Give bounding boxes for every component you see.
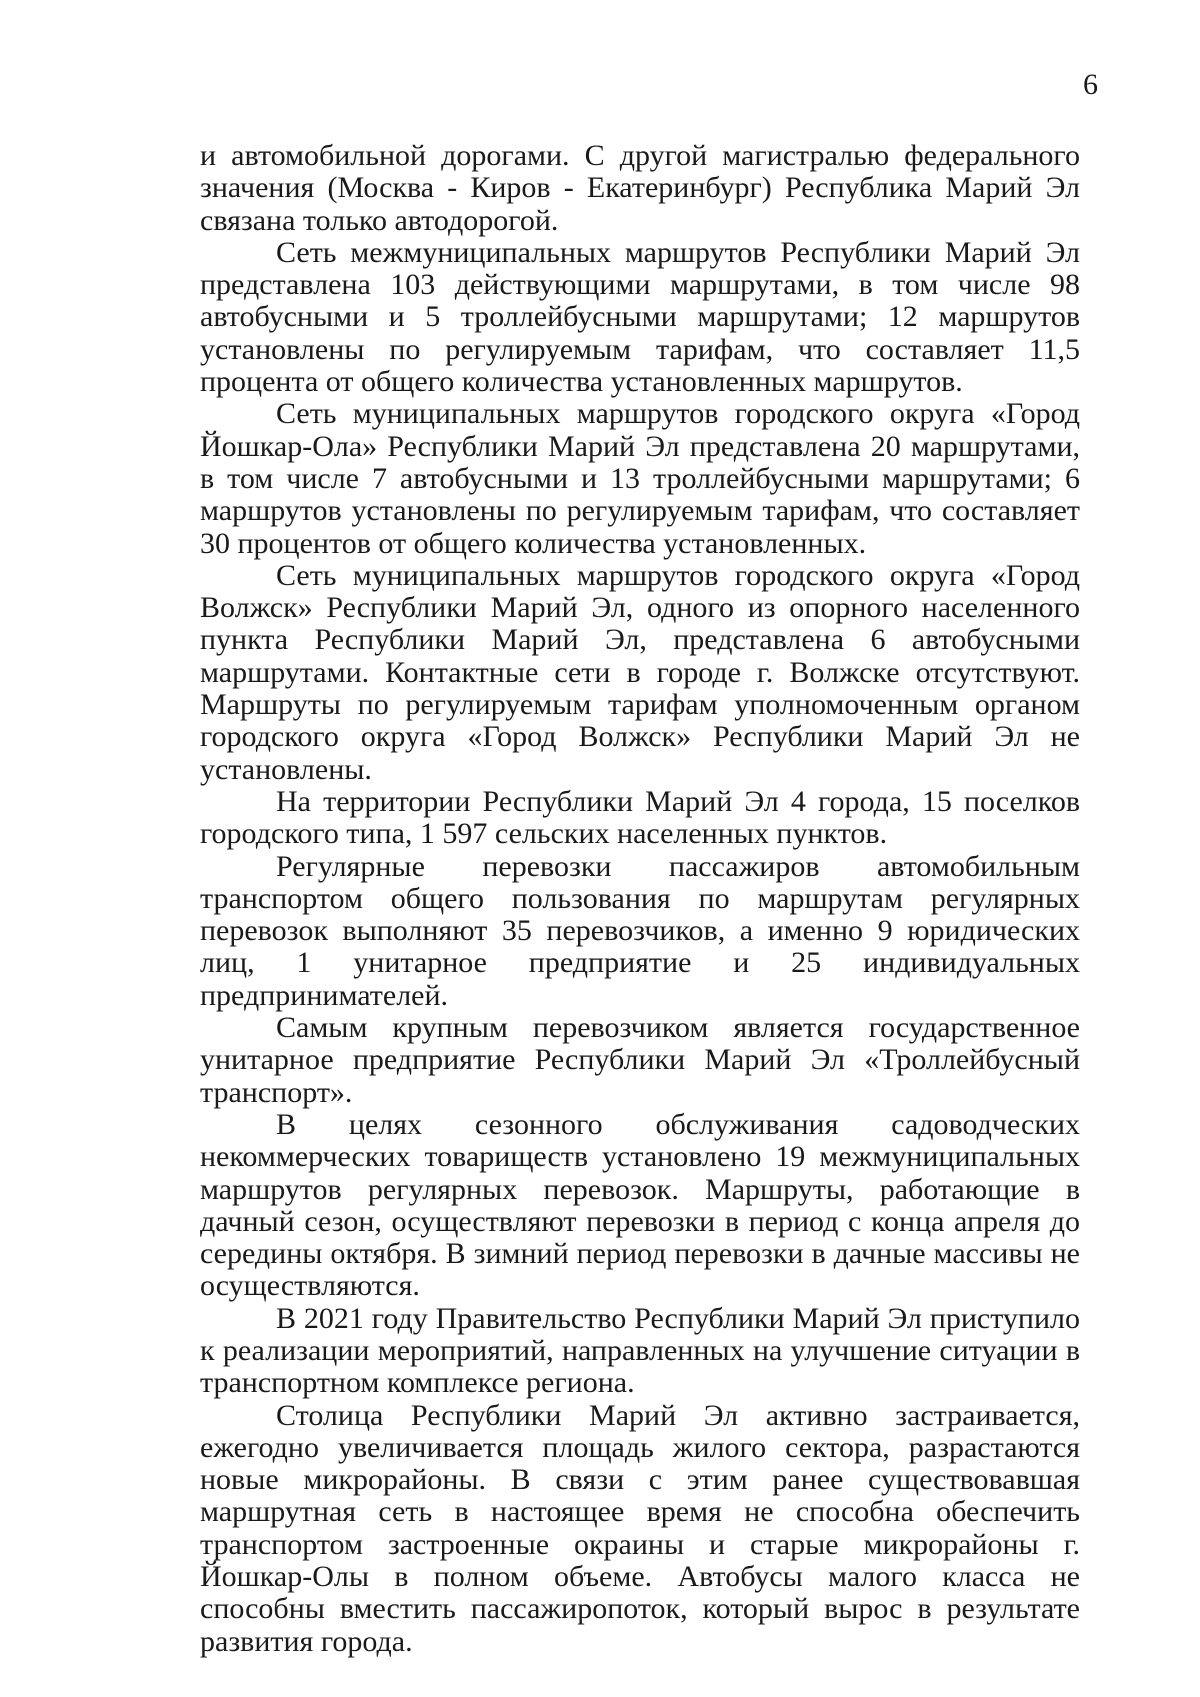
paragraph-volzhsk-routes: Сеть муниципальных маршрутов городского округа «Город Волжск» Республики Марий Эл, одного из опорного населенного пункта Республики Марий Эл, представлена 6 автобусными маршрутами. Контактные сети в городе г. Волжске отсутствуют. Маршруты по регулируемым тарифам уполномоченным органом городского округа «Город Волжск» Республики Марий Эл не установлены. <box>200 558 1080 786</box>
paragraph-settlements: На территории Республики Марий Эл 4 города, 15 поселков городского типа, 1 597 сельских населенных пунктов. <box>200 784 1080 851</box>
page-number: 6 <box>1083 68 1098 101</box>
paragraph-government-2021: В 2021 году Правительство Республики Марий Эл приступило к реализации мероприятий, направленных на улучшение ситуации в транспортном комплексе региона. <box>200 1301 1080 1400</box>
paragraph-largest-carrier: Самым крупным перевозчиком является государственное унитарное предприятие Республики Марий Эл «Троллейбусный транспорт». <box>200 1011 1080 1109</box>
paragraph-capital-growth: Столица Республики Марий Эл активно застраивается, ежегодно увеличивается площадь жилого сектора, разрастаются новые микрорайоны. В связи с этим ранее существовавшая маршрутная сеть в настоящее время не способна обеспечить транспортом застроенные окраины и старые микрорайоны г. Йошкар-Олы в полном объеме. Автобусы малого класса не способны вместить пассажиропоток, который вырос в результате развития города. <box>200 1398 1080 1658</box>
paragraph-seasonal-routes: В целях сезонного обслуживания садоводческих некоммерческих товариществ установлено 19 межмуниципальных маршрутов регулярных перевозок. Маршруты, работающие в дачный сезон, осуществляют перевозки в период с конца апреля до середины октября. В зимний период перевозки в дачные массивы не осуществляются. <box>200 1107 1080 1303</box>
paragraph-carriers: Регулярные перевозки пассажиров автомобильным транспортом общего пользования по маршрутам регулярных перевозок выполняют 35 перевозчиков, а именно 9 юридических лиц, 1 унитарное предприятие и 25 индивидуальных предпринимателей. <box>200 849 1080 1012</box>
paragraph-intermunicipal-routes: Сеть межмуниципальных маршрутов Республики Марий Эл представлена 103 действующими маршрутами, в том числе 98 автобусными и 5 троллейбусными маршрутами; 12 маршрутов установлены по регулируемым тарифам, что составляет 11,5 процента от общего количества установленных маршрутов. <box>200 235 1080 399</box>
paragraph-continuation: и автомобильной дорогами. С другой магистралью федерального значения (Москва - Киров - Екатеринбург) Республика Марий Эл связана только автодорогой. <box>200 139 1080 237</box>
document-body <box>200 140 1080 1658</box>
paragraph-yoshkar-ola-routes: Сеть муниципальных маршрутов городского округа «Город Йошкар-Ола» Республики Марий Эл представлена 20 маршрутами, в том числе 7 автобусными и 13 троллейбусными маршрутами; 6 маршрутов установлены по регулируемым тарифам, что составляет 30 процентов от общего количества установленных. <box>200 397 1080 560</box>
